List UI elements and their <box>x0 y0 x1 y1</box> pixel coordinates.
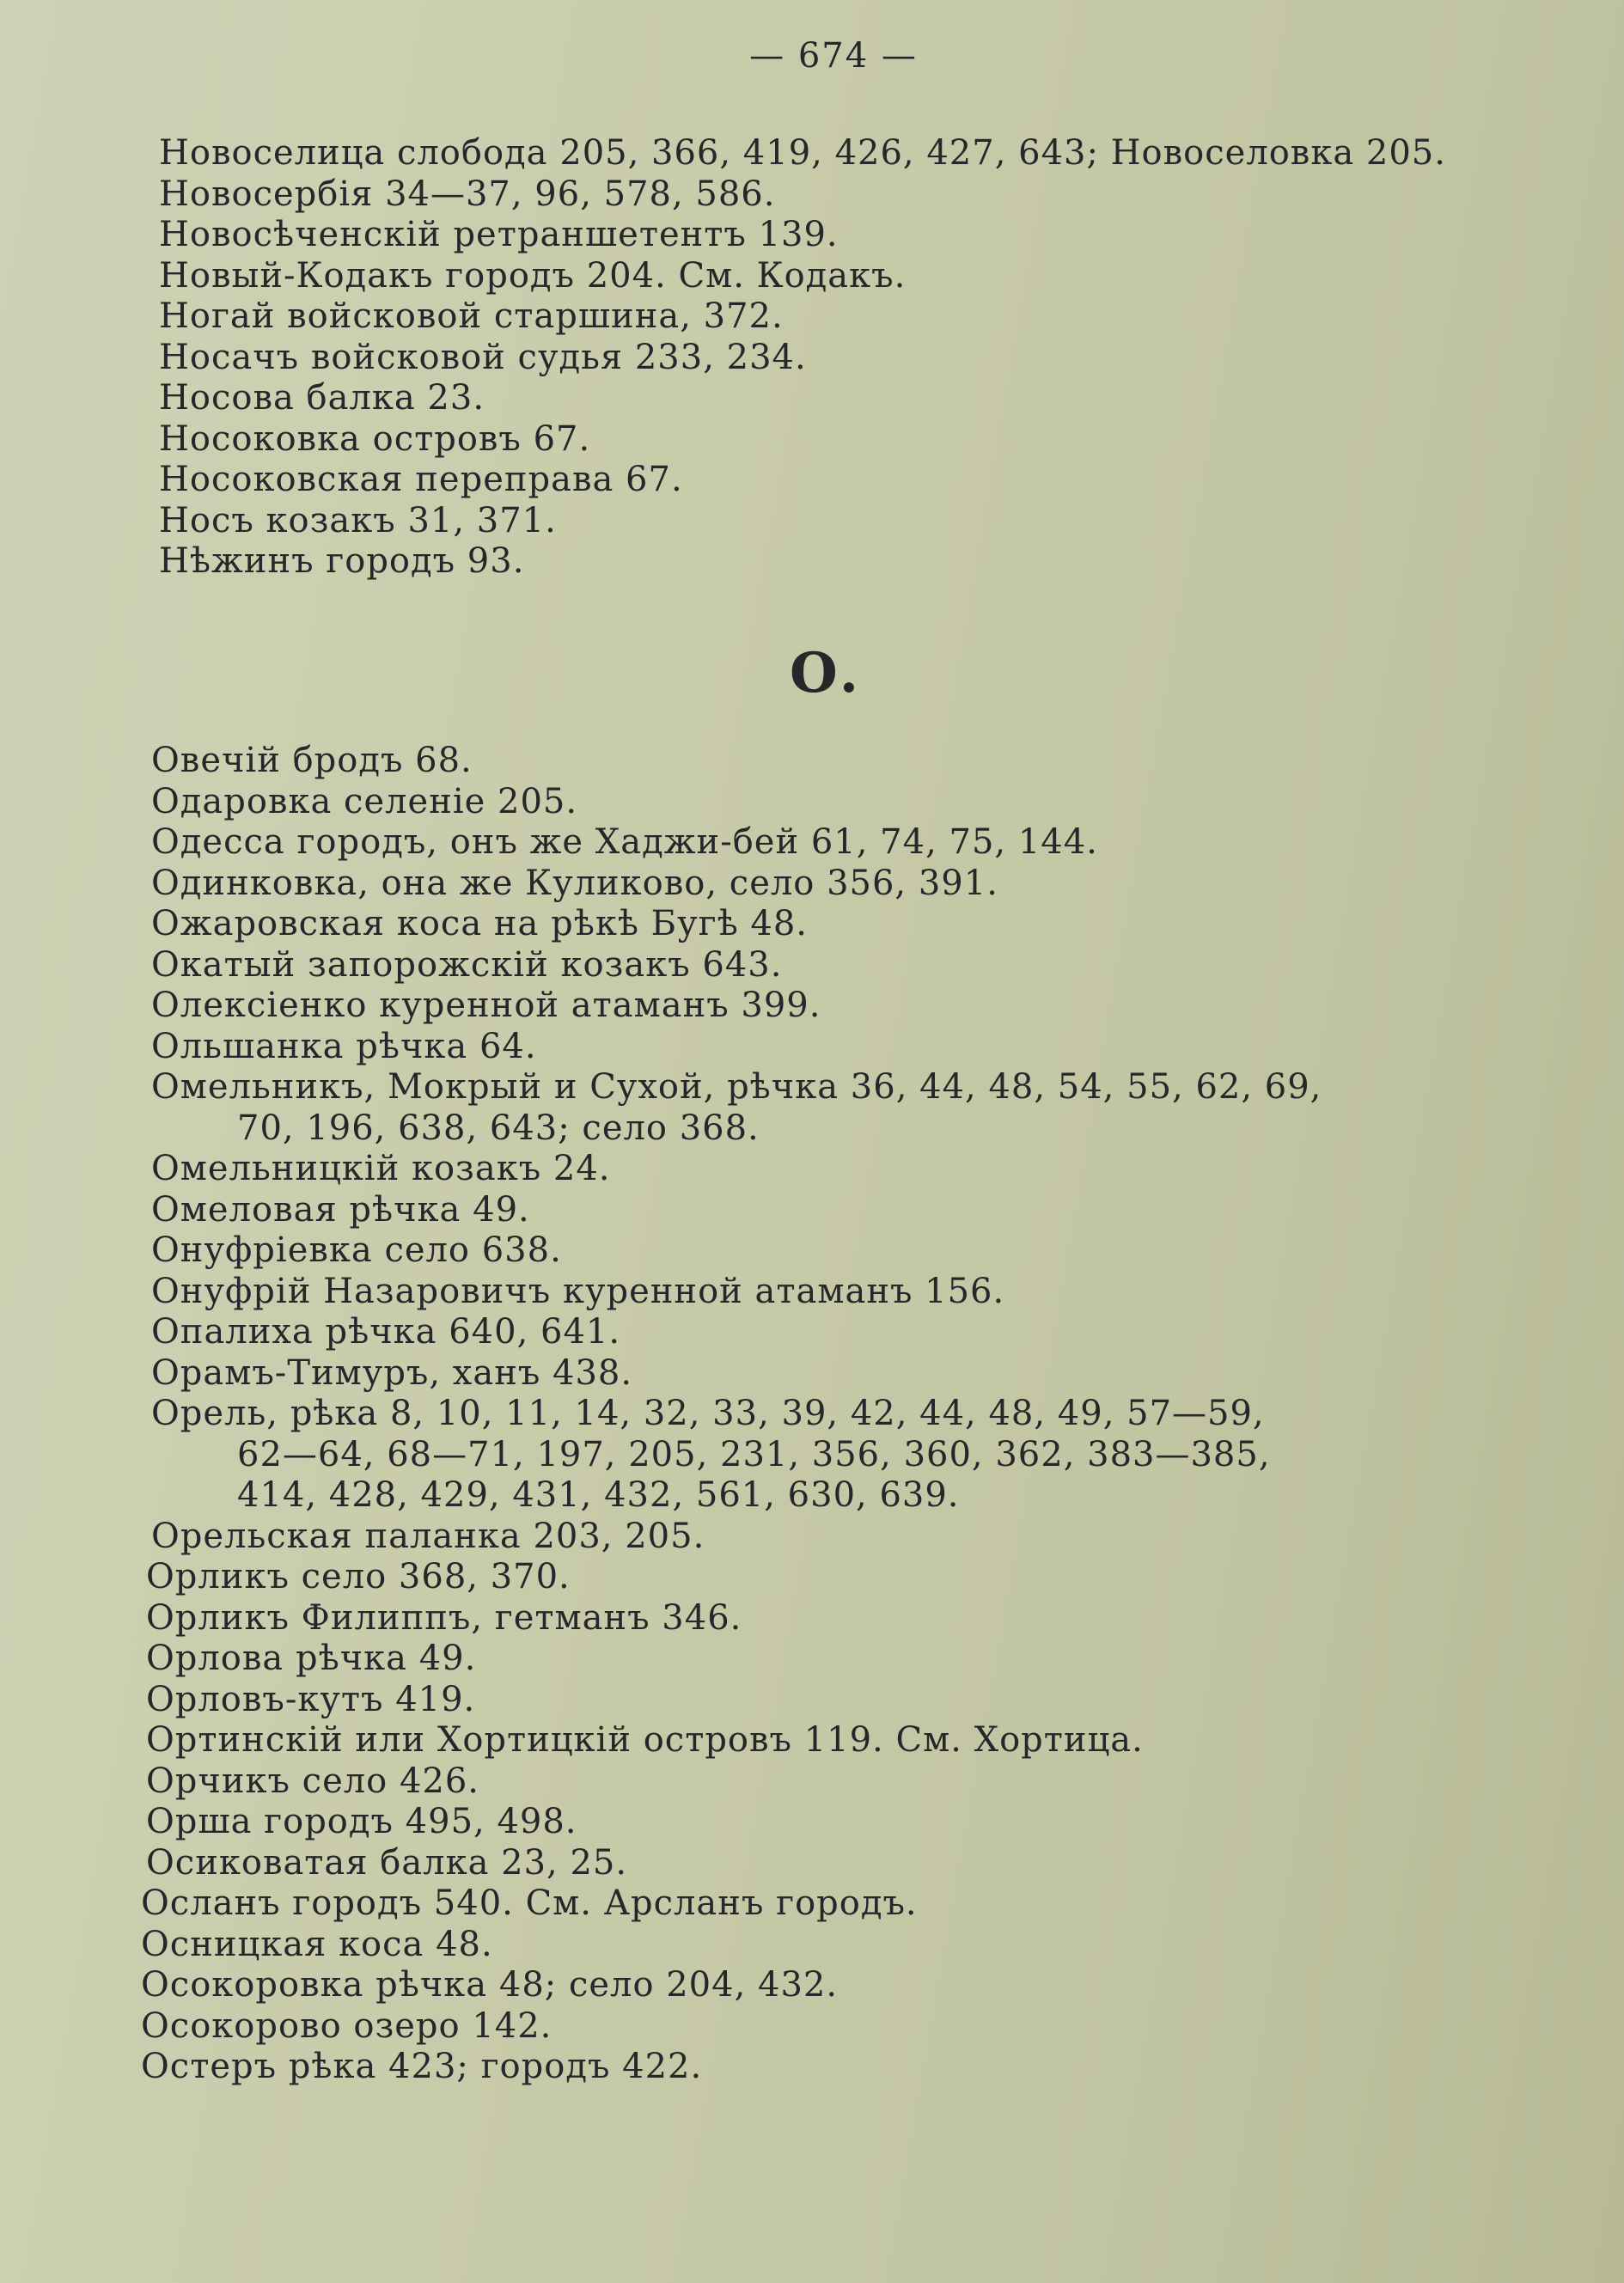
index-entry-line: Орчикъ село 426. <box>146 1761 480 1801</box>
index-entry <box>151 1149 1322 1190</box>
index-entry-line: Омельницкій козакъ 24. <box>151 1149 611 1188</box>
index-entry-line: Орлова рѣчка 49. <box>146 1639 477 1678</box>
index-entry <box>159 501 1446 542</box>
page-number: — 674 — <box>749 36 918 76</box>
index-entry-line: Осиковатая балка 23, 25. <box>146 1842 628 1883</box>
index-section-o <box>141 741 1322 2088</box>
index-entry <box>159 419 1446 461</box>
index-entry <box>146 1639 1322 1680</box>
index-entry-line: Нѣжинъ городъ 93. <box>159 541 525 581</box>
index-entry-line: Одаровка селеніе 205. <box>151 781 578 821</box>
index-entry-line: Новосербія 34—37, 96, 578, 586. <box>159 174 776 214</box>
index-section-n <box>159 133 1446 583</box>
index-entry <box>151 1027 1322 1068</box>
index-entry <box>159 174 1446 216</box>
index-entry <box>151 1190 1322 1231</box>
index-entry-continuation: 62—64, 68—71, 197, 205, 231, 356, 360, 362, 383—385, <box>237 1434 1271 1474</box>
index-entry <box>146 1598 1322 1639</box>
index-entry-line: Носоковка островъ 67. <box>159 418 591 459</box>
index-entry-continuation: 70, 196, 638, 643; село 368. <box>237 1108 760 1148</box>
index-entry-line: Новый-Кодакъ городъ 204. См. Кодакъ. <box>159 255 907 296</box>
index-entry-line: Орель, рѣка 8, 10, 11, 14, 32, 33, 39, 42, 44, 48, 49, 57—59, <box>151 1394 1265 1433</box>
index-entry-line: Осницкая коса 48. <box>141 1924 493 1964</box>
index-entry-line: Омельникъ, Мокрый и Сухой, рѣчка 36, 44, 48, 54, 55, 62, 69, <box>151 1067 1322 1107</box>
index-entry <box>151 1272 1322 1313</box>
index-entry <box>151 822 1322 864</box>
index-entry-line: Осокоровка рѣчка 48; село 204, 432. <box>141 1965 839 2005</box>
index-entry <box>159 256 1446 297</box>
index-entry <box>151 1312 1322 1353</box>
index-entry <box>146 1557 1322 1598</box>
index-entry <box>151 741 1322 782</box>
index-entry-line: Орельская паланка 203, 205. <box>151 1516 705 1556</box>
index-entry-line: Носъ козакъ 31, 371. <box>159 500 557 540</box>
index-entry <box>146 1843 1322 1884</box>
index-entry-line: Осокорово озеро 142. <box>141 2005 553 2046</box>
index-entry <box>159 338 1446 379</box>
index-entry <box>151 782 1322 823</box>
index-entry-line: Опалиха рѣчка 640, 641. <box>151 1312 621 1352</box>
index-entry-line: Орликъ Филиппъ, гетманъ 346. <box>146 1597 742 1638</box>
index-entry-line: Овечій бродъ 68. <box>151 741 473 780</box>
index-entry-line: Орловъ-кутъ 419. <box>146 1679 476 1719</box>
index-entry <box>151 864 1322 905</box>
index-entry-line: Олексіенко куренной атаманъ 399. <box>151 986 821 1025</box>
index-entry-line: Орликъ село 368, 370. <box>146 1557 571 1596</box>
index-entry <box>146 1802 1322 1843</box>
index-entry <box>141 1883 1322 1925</box>
index-entry-line: Новоселица слобода 205, 366, 419, 426, 427, 643; Новоселовка 205. <box>159 133 1446 173</box>
index-entry <box>159 460 1446 501</box>
index-entry-line: Ногай войсковой старшина, 372. <box>159 296 784 336</box>
index-entry <box>141 2006 1322 2048</box>
index-entry <box>159 133 1446 174</box>
letter-heading-o: О. <box>789 641 861 705</box>
index-entry-line: Орша городъ 495, 498. <box>146 1802 577 1841</box>
index-entry <box>151 1353 1322 1395</box>
index-entry <box>151 1230 1322 1272</box>
index-entry <box>141 1925 1322 1966</box>
index-entry <box>146 1761 1322 1803</box>
index-entry <box>151 986 1322 1027</box>
index-entry-continuation: 414, 428, 429, 431, 432, 561, 630, 639. <box>237 1475 960 1515</box>
index-entry <box>141 1965 1322 2006</box>
index-entry-line: Осланъ городъ 540. См. Арсланъ городъ. <box>141 1883 918 1923</box>
index-entry <box>159 215 1446 256</box>
index-entry <box>151 1517 1322 1558</box>
index-entry <box>146 1720 1322 1761</box>
index-entry <box>151 1067 1322 1149</box>
index-entry-line: Ортинскій или Хортицкій островъ 119. См. Хортица. <box>146 1720 1144 1760</box>
index-entry <box>159 541 1446 583</box>
index-entry-line: Новосѣченскій ретраншетентъ 139. <box>159 215 839 254</box>
index-entry-line: Ольшанка рѣчка 64. <box>151 1026 537 1066</box>
index-entry-line: Онуфрій Назаровичъ куренной атаманъ 156. <box>151 1271 1005 1311</box>
index-entry <box>146 1680 1322 1721</box>
index-entry <box>151 904 1322 945</box>
index-entry <box>159 378 1446 419</box>
index-entry-line: Омеловая рѣчка 49. <box>151 1189 530 1230</box>
index-entry <box>159 296 1446 338</box>
index-entry <box>151 945 1322 986</box>
index-entry-line: Носачъ войсковой судья 233, 234. <box>159 337 807 377</box>
index-entry-line: Одинковка, она же Куликово, село 356, 391. <box>151 863 998 903</box>
index-entry <box>151 1394 1322 1517</box>
index-entry-line: Одесса городъ, онъ же Хаджи-бей 61, 74, 75, 144. <box>151 822 1098 862</box>
index-entry-line: Окатый запорожскій козакъ 643. <box>151 944 783 985</box>
index-entry-line: Носоковская переправа 67. <box>159 460 683 499</box>
index-entry-line: Носова балка 23. <box>159 378 485 418</box>
index-entry-line: Ожаровская коса на рѣкѣ Бугѣ 48. <box>151 904 809 943</box>
index-entry-line: Остеръ рѣка 423; городъ 422. <box>141 2047 703 2086</box>
index-entry-line: Онуфріевка село 638. <box>151 1230 562 1270</box>
index-entry <box>141 2047 1322 2088</box>
index-entry-line: Орамъ-Тимуръ, ханъ 438. <box>151 1352 633 1393</box>
